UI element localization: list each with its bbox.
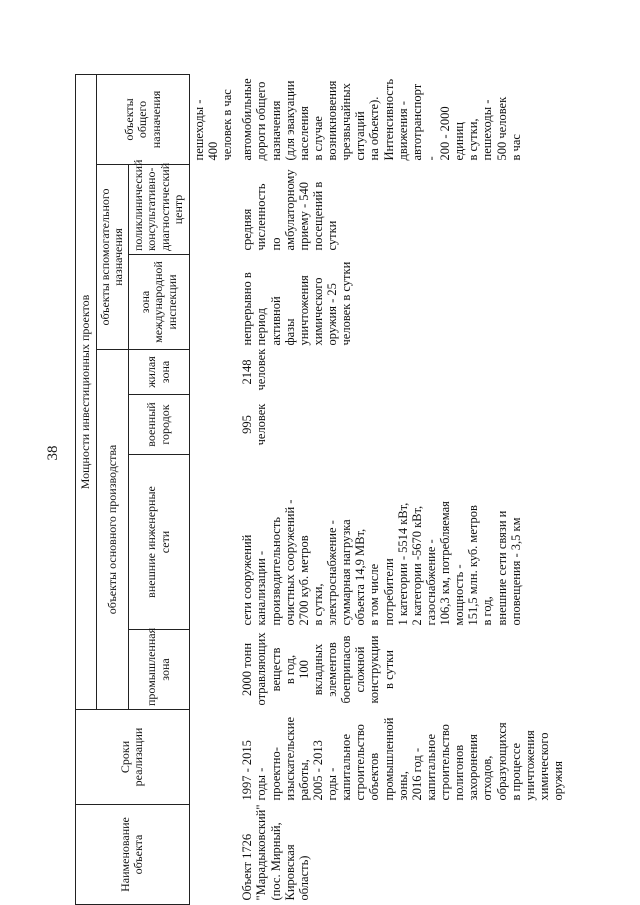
header-military-town: военный городок (128, 395, 189, 455)
header-auxiliary: объекты вспомогательного назначения (97, 165, 129, 350)
header-main-production: объекты основного производства (97, 350, 129, 710)
cell-external-networks: сети сооружений канализации - производительность очистных сооружений - 2700 куб. метров в сутки, электроснабжение - суммарная нагрузка объекта 14,9 МВт, в том числе потребители 1 категории - 5514 кВт, 2 категории -5670 кВт, газоснабжение - 106,3 км, потребляемая мощность - 151,5 млн. куб. метров в год, внешние сети связи и оповещения - 3,5 км (240, 499, 523, 626)
cell-residential-zone: 2148 человек (240, 348, 269, 391)
header-object-name: Наименование объекта (76, 805, 190, 905)
page-number: 38 (44, 445, 61, 461)
continuation-row (189, 74, 234, 904)
cell-inspection-zone: непрерывно в период активной фазы уничтожения химического оружия - 25 человек в сутки (240, 261, 354, 346)
header-inspection-zone: зона международной инспекции (128, 255, 189, 350)
header-row-1 (76, 74, 97, 904)
header-external-networks: внешние инженерные сети (128, 455, 189, 630)
continuation-general-purpose: пешеходы - 400 человек в час (191, 89, 235, 161)
header-terms: Сроки реализации (76, 710, 190, 805)
investment-projects-table (75, 74, 565, 905)
rotated-document-page (75, 75, 637, 905)
cell-military-town: 995 человек (240, 403, 269, 446)
cell-terms: 1997 - 2015 годы - проектно- изыскательские работы, 2005 - 2013 годы - капитальное строительство объектов промышленной зоны, 2016 год - капитальное строительство полигонов захоронения отходов, образующихся в процессе уничтожения химического оружия (240, 717, 565, 801)
table-row (234, 74, 565, 904)
cell-polyclinic: средняя численность по амбулаторному приему - 540 посещений в сутки (240, 169, 339, 251)
cell-object-name: Объект 1726 "Марадыковский" (пос. Мирный, Кировская область) (240, 804, 311, 901)
cell-general-purpose: автомобильные дороги общего назначения (для эвакуации населения в случае возникновения чрезвычайных ситуаций на объекте). Интенсивность движения - автотранспорт - 200 - 2000 единиц в сутки, пешеходы - 500 человек в час (240, 78, 523, 161)
header-capacities: Мощности инвестиционных проектов (76, 74, 97, 709)
header-industrial-zone: промышленная зона (128, 630, 189, 710)
header-polyclinic: поликлинический консультативно- диагностический центр (128, 165, 189, 255)
header-general-purpose: объекты общего назначения (97, 74, 190, 164)
cell-industrial-zone: 2000 тонн отравляющих веществ в год, 100 вкладных элементов боеприпасов сложной конструкции в сутки (240, 632, 396, 706)
header-residential-zone: жилая зона (128, 350, 189, 395)
